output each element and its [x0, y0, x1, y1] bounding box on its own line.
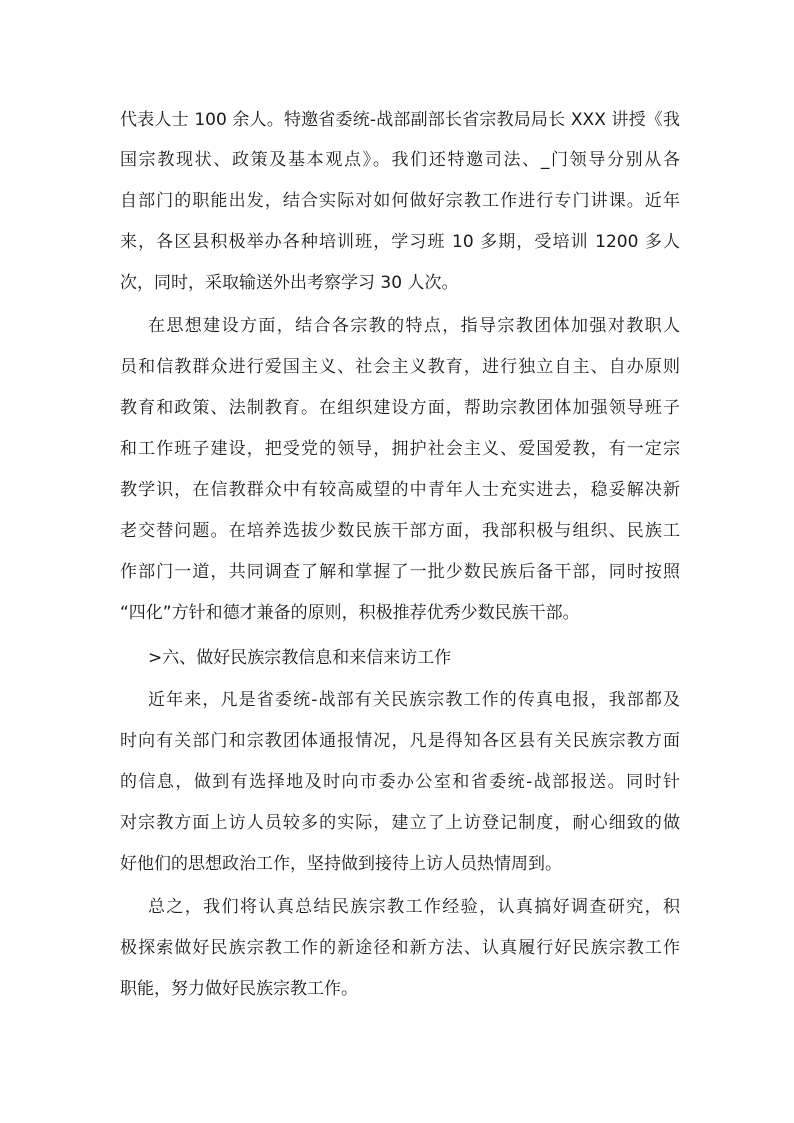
text-line: 员和信教群众进行爱国主义、社会主义教育，进行独立自主、自办原则	[120, 357, 680, 377]
text-line: 教育和政策、法制教育。在组织建设方面，帮助宗教团体加强领导班子	[120, 398, 680, 418]
text-line: 时向有关部门和宗教团体通报情况，凡是得知各区县有关民族宗教方面	[120, 731, 680, 751]
text-line: 国宗教现状、政策及基本观点》。我们还特邀司法、_门领导分别从各	[120, 150, 680, 170]
text-line: 老交替问题。在培养选拔少数民族干部方面，我部积极与组织、民族工	[120, 521, 680, 541]
paragraph-first-line: 近年来，凡是省委统-战部有关民族宗教工作的传真电报，我部都及	[148, 690, 680, 710]
text-line: 好他们的思想政治工作，坚持做到接待上访人员热情周到。	[120, 854, 562, 874]
paragraph-first-line: 总之，我们将认真总结民族宗教工作经验，认真搞好调查研究，积	[148, 897, 680, 917]
text-line: 次，同时，采取输送外出考察学习 30 人次。	[120, 273, 459, 293]
text-line: 来，各区县积极举办各种培训班，学习班 10 多期，受培训 1200 多人	[120, 232, 680, 252]
section-heading: >六、做好民族宗教信息和来信来访工作	[148, 648, 452, 668]
text-line: 的信息，做到有选择地及时向市委办公室和省委统-战部报送。同时针	[120, 772, 680, 792]
text-line: “四化”方针和德才兼备的原则，积极推荐优秀少数民族干部。	[120, 603, 580, 623]
paragraph-first-line: 在思想建设方面，结合各宗教的特点，指导宗教团体加强对教职人	[148, 316, 680, 336]
text-line: 极探索做好民族宗教工作的新途径和新方法、认真履行好民族宗教工作	[120, 938, 680, 958]
text-line: 自部门的职能出发，结合实际对如何做好宗教工作进行专门讲课。近年	[120, 191, 680, 211]
text-line: 作部门一道，共同调查了解和掌握了一批少数民族后备干部，同时按照	[120, 562, 680, 582]
text-line: 职能，努力做好民族宗教工作。	[120, 979, 358, 999]
text-line: 教学识，在信教群众中有较高威望的中青年人士充实进去，稳妥解决新	[120, 480, 680, 500]
text-line: 对宗教方面上访人员较多的实际，建立了上访登记制度，耐心细致的做	[120, 813, 680, 833]
text-line: 和工作班子建设，把受党的领导，拥护社会主义、爱国爱教，有一定宗	[120, 439, 680, 459]
text-line: 代表人士 100 余人。特邀省委统-战部副部长省宗教局局长 XXX 讲授《我	[120, 110, 680, 130]
